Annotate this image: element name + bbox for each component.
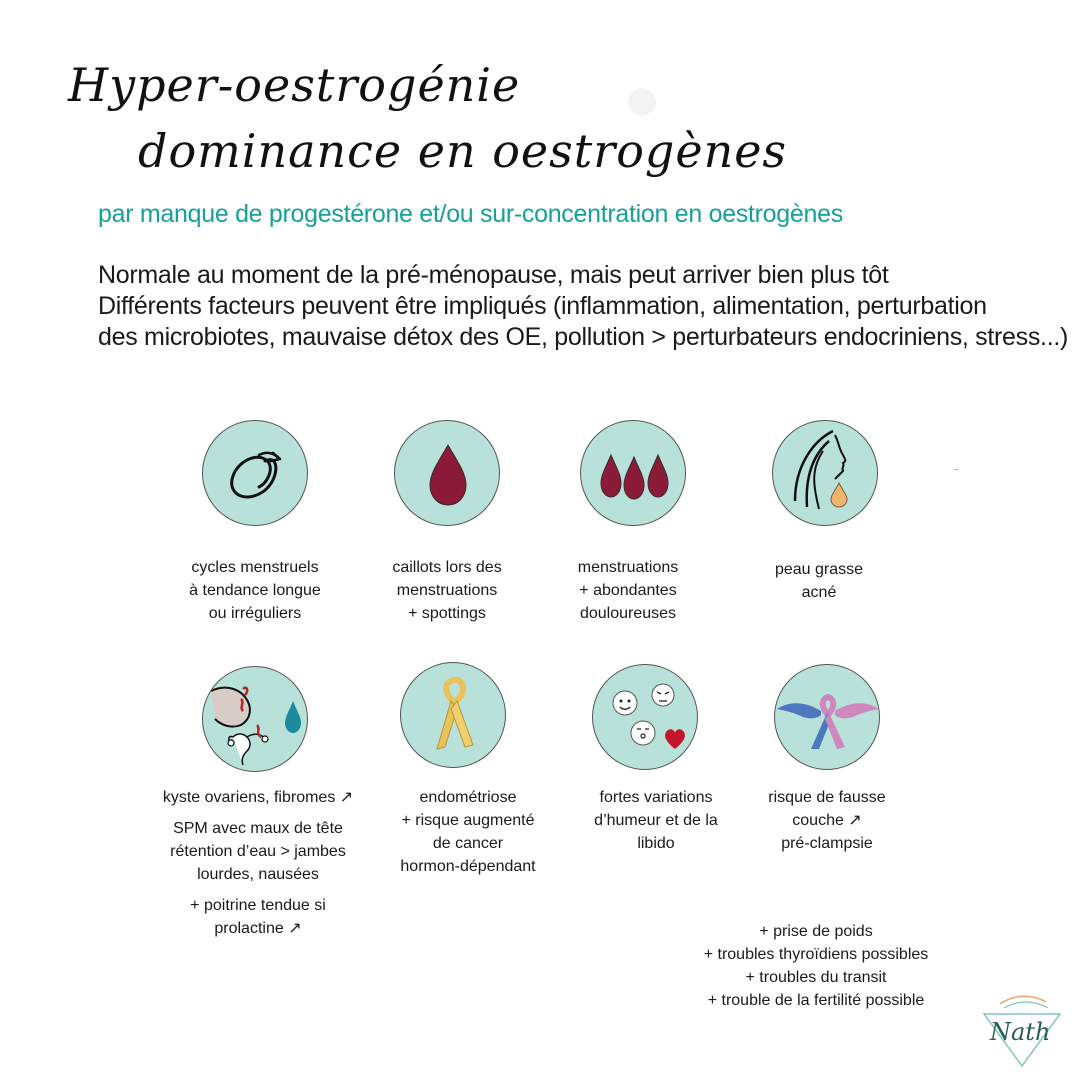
intro-line: des microbiotes, mauvaise détox des OE, pollution > perturbateurs endocriniens, stress...) [98,323,1069,351]
extras-item: + troubles du transit [745,969,887,986]
breast-uterus-icon [202,666,308,772]
extras-item: + troubles thyroïdiens possibles [703,946,929,963]
caption-line: hormon-dépendant [400,858,536,875]
page-title-line2: dominance en oestrogènes [138,124,788,178]
caption-kyste [138,786,378,940]
caption-line: douloureuses [579,605,677,622]
caption-line: + poitrine tendue si [190,897,326,914]
caption-peau [739,558,899,604]
caption-line: acné [801,584,837,601]
caption-line: + abondantes [579,582,677,599]
extras-item: + prise de poids [759,923,873,940]
caption-line: rétention d’eau > jambes [170,843,346,860]
caption-line: libido [637,835,675,852]
mood-faces-icon [592,664,698,770]
caption-line: menstruations [577,559,679,576]
caption-humeur [566,786,746,855]
caption-endometriose [378,786,558,878]
intro-line: Normale au moment de la pré-ménopause, mais peut arriver bien plus tôt [98,261,889,289]
caption-line: couche ↗ [792,812,862,829]
caption-line: ou irréguliers [208,605,302,622]
caption-line: cycles menstruels [191,559,319,576]
intro-line: Différents facteurs peuvent être impliqués (inflammation, alimentation, perturbation [98,292,987,320]
caption-line: + risque augmenté [401,812,535,829]
ribbon-icon [400,662,506,768]
winged-ribbon-icon [774,664,880,770]
stray-mark [954,466,959,470]
caption-menstruations [548,556,708,625]
cycle-loop-icon [202,420,308,526]
caption-cycles [175,556,335,625]
caption-line: caillots lors des [392,559,502,576]
caption-line: à tendance longue [189,582,321,599]
caption-line: lourdes, nausées [197,866,319,883]
caption-line: endométriose [419,789,517,806]
caption-line: menstruations [396,582,498,599]
three-drops-icon [580,420,686,526]
caption-line: risque de fausse [768,789,886,806]
caption-fausse-couche [747,786,907,855]
caption-line: d’humeur et de la [594,812,718,829]
caption-line: peau grasse [774,561,864,578]
faint-mark [628,88,656,116]
caption-line: de cancer [432,835,504,852]
logo-text: Nath [990,1018,1051,1046]
caption-line: prolactine ↗ [214,920,302,937]
face-profile-icon [772,420,878,526]
caption-line: SPM avec maux de tête [173,820,343,837]
extras-item: + trouble de la fertilité possible [707,992,925,1009]
intro-text [98,260,1068,353]
caption-line: kyste ovariens, fibromes ↗ [162,789,354,806]
subtitle: par manque de progestérone et/ou sur-concentration en oestrogènes [98,200,843,228]
caption-line: pré-clampsie [781,835,873,852]
blood-drop-icon [394,420,500,526]
caption-line: fortes variations [599,789,713,806]
caption-caillots [367,556,527,625]
caption-line: + spottings [408,605,486,622]
page-title-line1: Hyper-oestrogénie [68,58,521,112]
extras-list [676,920,956,1012]
